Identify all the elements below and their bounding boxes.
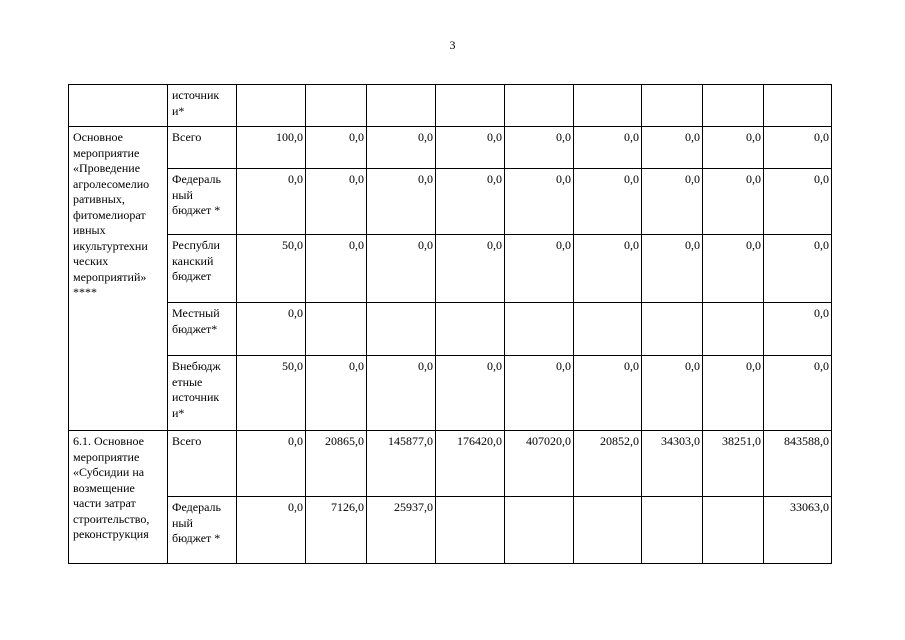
event-name-cell bbox=[69, 85, 168, 127]
value-cell: 0,0 bbox=[764, 356, 832, 431]
value-cell bbox=[574, 497, 642, 564]
value-cell: 0,0 bbox=[703, 169, 764, 235]
table-row bbox=[69, 356, 832, 431]
value-cell bbox=[764, 85, 832, 127]
table-row bbox=[69, 169, 832, 235]
funding-source-cell: Всего bbox=[168, 431, 237, 497]
value-cell: 0,0 bbox=[642, 127, 703, 169]
value-cell bbox=[703, 85, 764, 127]
page-number: 3 bbox=[449, 38, 456, 52]
value-cell: 38251,0 bbox=[703, 431, 764, 497]
value-cell: 50,0 bbox=[237, 235, 306, 303]
table-row bbox=[69, 303, 832, 356]
table-row bbox=[69, 497, 832, 564]
value-cell: 34303,0 bbox=[642, 431, 703, 497]
value-cell bbox=[703, 497, 764, 564]
value-cell: 0,0 bbox=[642, 356, 703, 431]
funding-source-cell: Федераль ный бюджет * bbox=[168, 169, 237, 235]
value-cell: 0,0 bbox=[764, 235, 832, 303]
budget-table bbox=[68, 84, 832, 564]
table-row bbox=[69, 127, 832, 169]
value-cell: 176420,0 bbox=[436, 431, 505, 497]
value-cell: 0,0 bbox=[436, 235, 505, 303]
event-name-cell: Основное мероприятие «Проведение агролесомелио ративных, фитомелиорат ивных икультуртехни ческих мероприятий» **** bbox=[69, 127, 168, 431]
value-cell: 25937,0 bbox=[367, 497, 436, 564]
value-cell: 0,0 bbox=[436, 356, 505, 431]
value-cell: 0,0 bbox=[436, 169, 505, 235]
value-cell: 0,0 bbox=[505, 235, 574, 303]
value-cell: 0,0 bbox=[505, 127, 574, 169]
value-cell: 0,0 bbox=[574, 235, 642, 303]
value-cell: 0,0 bbox=[574, 356, 642, 431]
value-cell: 0,0 bbox=[237, 497, 306, 564]
value-cell: 0,0 bbox=[574, 169, 642, 235]
funding-source-cell: Республи канский бюджет bbox=[168, 235, 237, 303]
value-cell bbox=[505, 497, 574, 564]
value-cell: 0,0 bbox=[764, 169, 832, 235]
value-cell: 0,0 bbox=[505, 169, 574, 235]
value-cell: 0,0 bbox=[237, 169, 306, 235]
value-cell bbox=[574, 303, 642, 356]
value-cell: 0,0 bbox=[306, 356, 367, 431]
value-cell: 0,0 bbox=[306, 127, 367, 169]
value-cell: 0,0 bbox=[237, 431, 306, 497]
value-cell: 50,0 bbox=[237, 356, 306, 431]
value-cell: 0,0 bbox=[703, 235, 764, 303]
value-cell: 407020,0 bbox=[505, 431, 574, 497]
value-cell: 0,0 bbox=[764, 127, 832, 169]
value-cell: 33063,0 bbox=[764, 497, 832, 564]
funding-source-cell: Внебюдж етные источник и* bbox=[168, 356, 237, 431]
table-row bbox=[69, 85, 832, 127]
value-cell bbox=[436, 85, 505, 127]
value-cell: 0,0 bbox=[306, 169, 367, 235]
value-cell bbox=[436, 497, 505, 564]
value-cell: 0,0 bbox=[703, 127, 764, 169]
table-body bbox=[69, 85, 832, 564]
value-cell bbox=[703, 303, 764, 356]
value-cell: 0,0 bbox=[703, 356, 764, 431]
value-cell: 0,0 bbox=[367, 235, 436, 303]
funding-source-cell: Федераль ный бюджет * bbox=[168, 497, 237, 564]
value-cell: 20852,0 bbox=[574, 431, 642, 497]
value-cell: 0,0 bbox=[367, 169, 436, 235]
value-cell: 0,0 bbox=[367, 127, 436, 169]
value-cell: 843588,0 bbox=[764, 431, 832, 497]
value-cell: 100,0 bbox=[237, 127, 306, 169]
value-cell bbox=[642, 85, 703, 127]
event-name-cell: 6.1. Основное мероприятие «Субсидии на возмещение части затрат строительство, реконструкция bbox=[69, 431, 168, 564]
value-cell bbox=[306, 303, 367, 356]
value-cell: 0,0 bbox=[237, 303, 306, 356]
value-cell: 0,0 bbox=[642, 169, 703, 235]
value-cell: 145877,0 bbox=[367, 431, 436, 497]
value-cell: 20865,0 bbox=[306, 431, 367, 497]
value-cell: 0,0 bbox=[642, 235, 703, 303]
value-cell: 0,0 bbox=[367, 356, 436, 431]
value-cell bbox=[642, 497, 703, 564]
table-row bbox=[69, 431, 832, 497]
value-cell: 0,0 bbox=[306, 235, 367, 303]
funding-source-cell: Всего bbox=[168, 127, 237, 169]
value-cell: 0,0 bbox=[764, 303, 832, 356]
value-cell bbox=[574, 85, 642, 127]
value-cell bbox=[505, 85, 574, 127]
value-cell bbox=[436, 303, 505, 356]
value-cell bbox=[237, 85, 306, 127]
value-cell bbox=[642, 303, 703, 356]
value-cell: 0,0 bbox=[436, 127, 505, 169]
value-cell bbox=[367, 85, 436, 127]
funding-source-cell: источник и* bbox=[168, 85, 237, 127]
value-cell bbox=[367, 303, 436, 356]
value-cell bbox=[306, 85, 367, 127]
table-row bbox=[69, 235, 832, 303]
value-cell: 7126,0 bbox=[306, 497, 367, 564]
value-cell bbox=[505, 303, 574, 356]
value-cell: 0,0 bbox=[505, 356, 574, 431]
funding-source-cell: Местный бюджет* bbox=[168, 303, 237, 356]
value-cell: 0,0 bbox=[574, 127, 642, 169]
